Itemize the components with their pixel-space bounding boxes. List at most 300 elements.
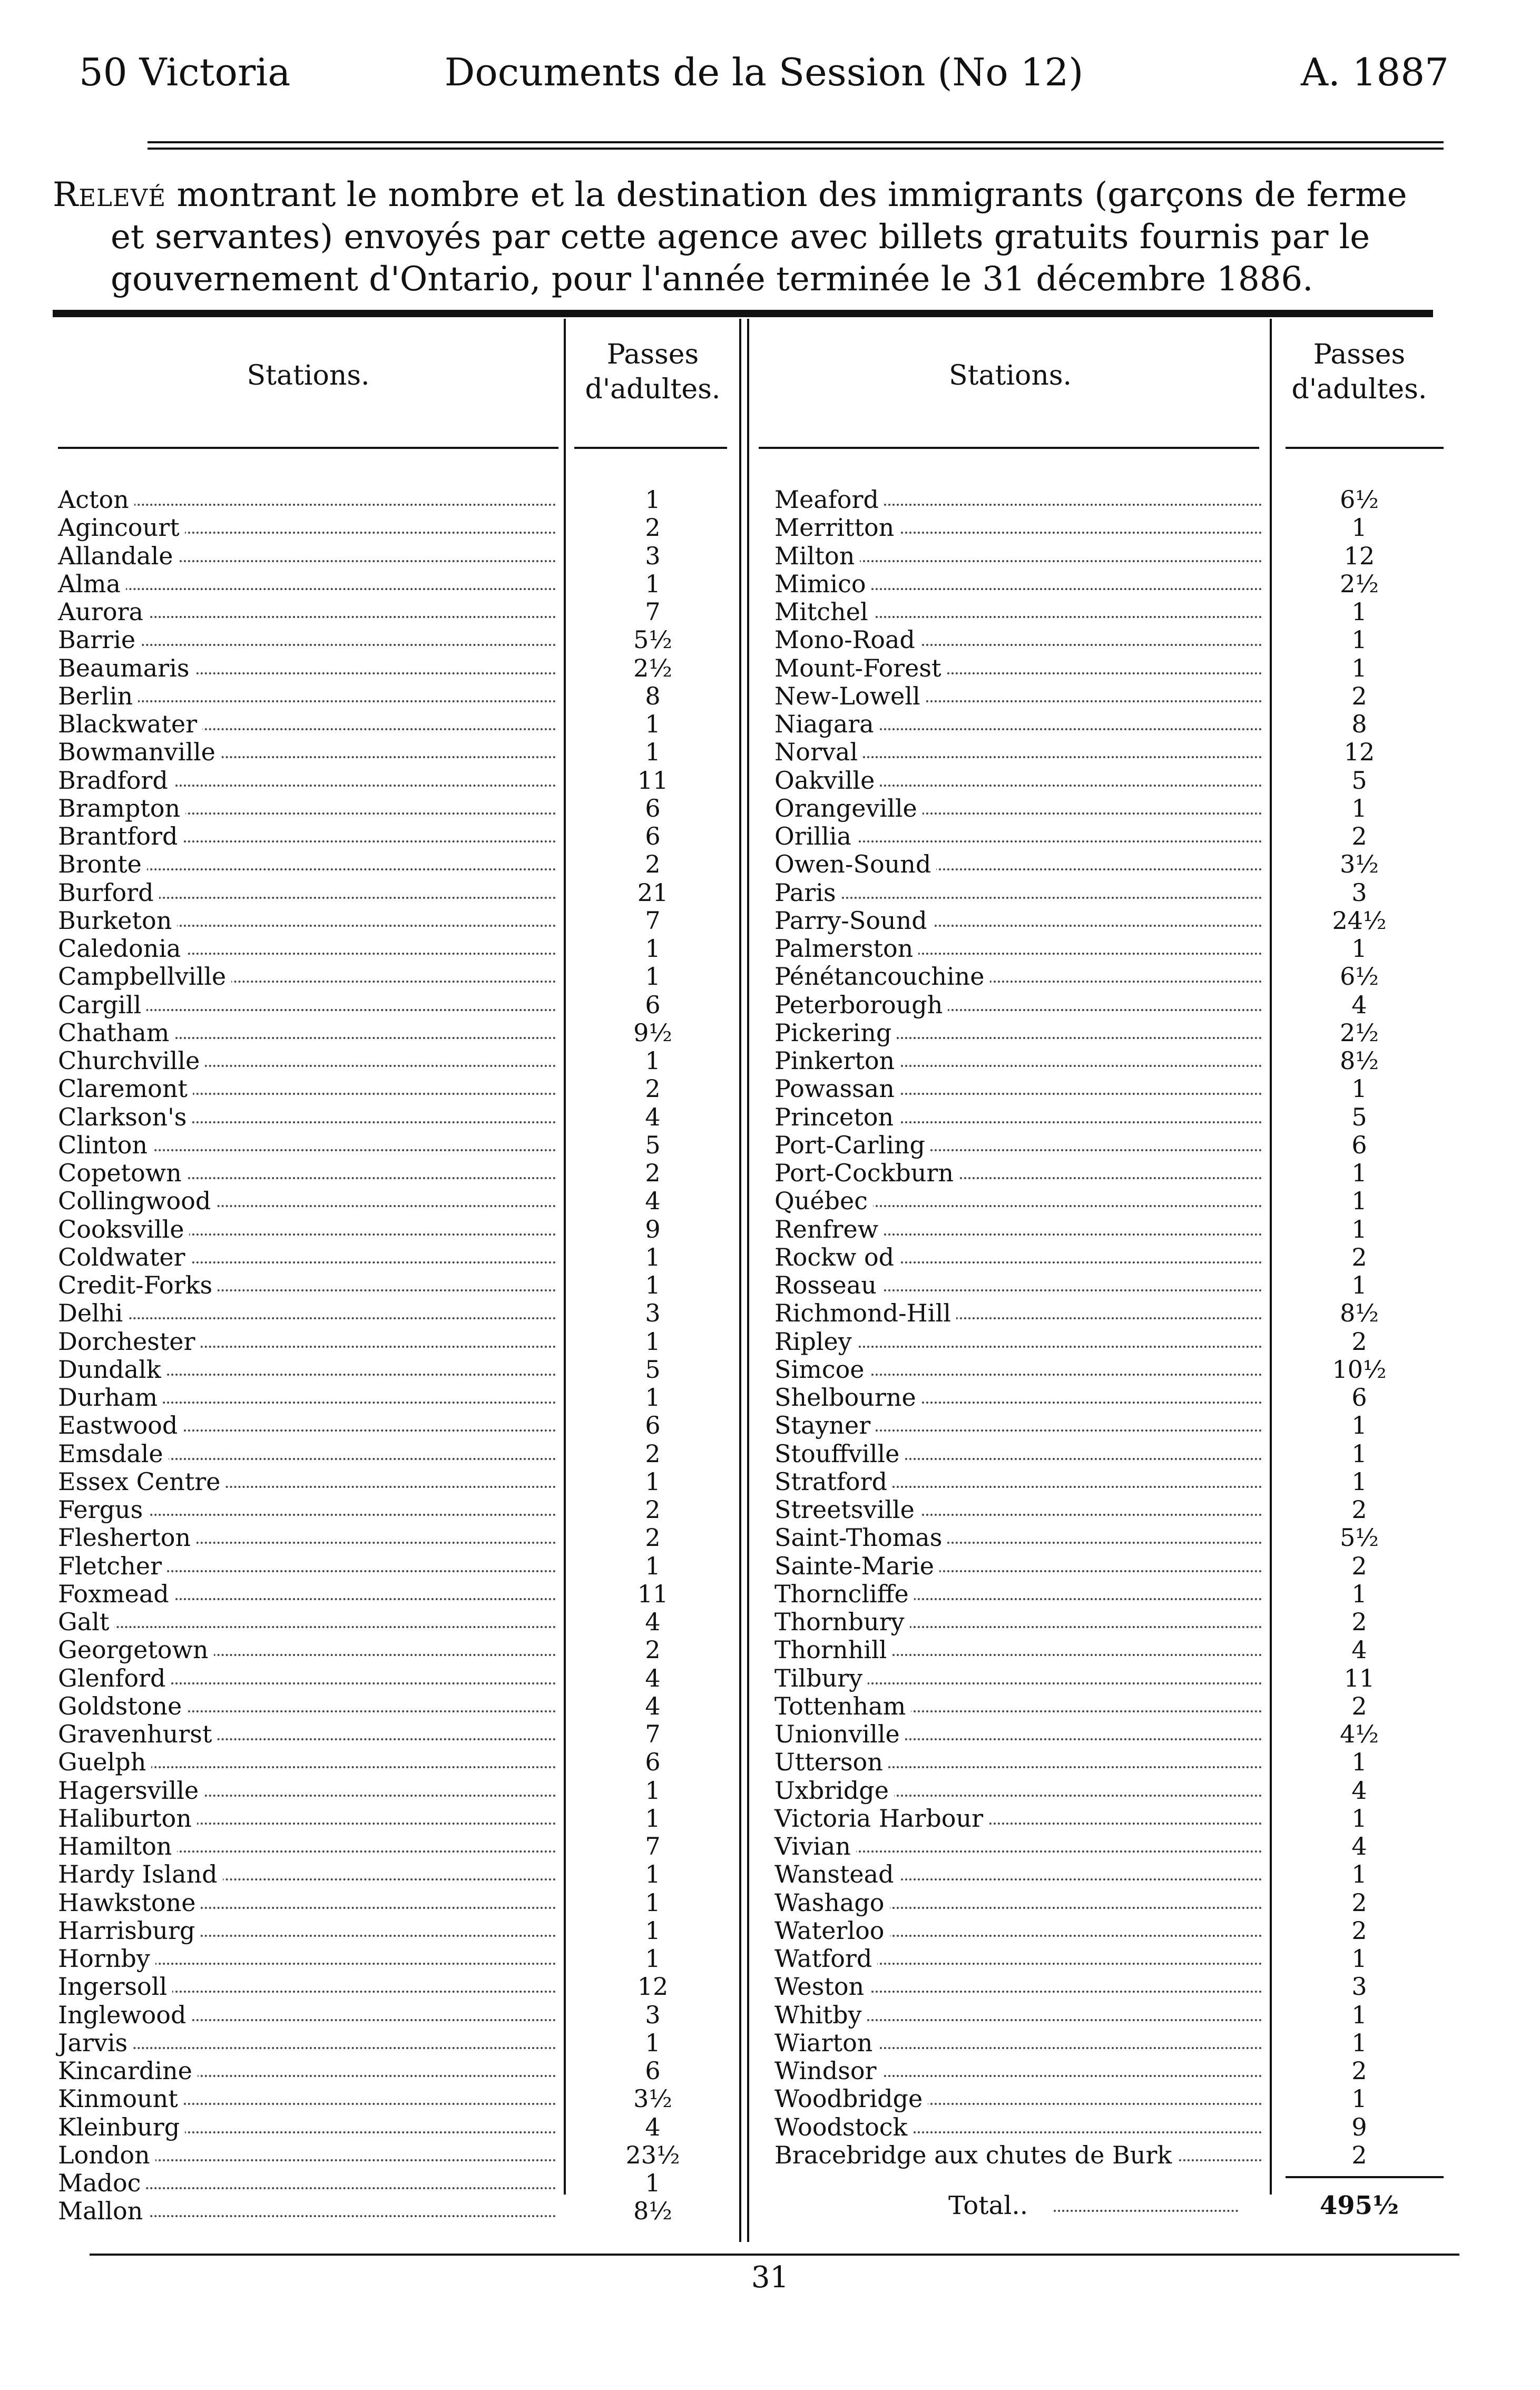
passes-value: 1 [645, 1888, 661, 1917]
table-row [58, 738, 732, 766]
table-row [774, 822, 1459, 850]
table-row [58, 1103, 732, 1131]
passes-value: 6 [645, 990, 661, 1019]
passes-value: 1 [1351, 1804, 1367, 1833]
station-name: Chatham [58, 1019, 174, 1047]
table-row [58, 1833, 732, 1860]
table-row [774, 2141, 1459, 2169]
table-row [58, 1440, 732, 1468]
passes-value: 4 [645, 1663, 661, 1692]
station-name: Orillia [774, 822, 857, 850]
table-row [58, 2169, 732, 2197]
table-row [58, 1299, 732, 1327]
table-row [774, 963, 1459, 991]
table-row [774, 738, 1459, 766]
station-name: Hardy Island [58, 1860, 223, 1888]
table-row [774, 1384, 1459, 1412]
passes-value: 4½ [1340, 1720, 1379, 1748]
table-row [774, 1412, 1459, 1439]
table-row [58, 514, 732, 542]
table-row [58, 850, 732, 878]
col-header-stations-left: Stations. [247, 360, 370, 391]
table-row [774, 1216, 1459, 1243]
station-name: Bracebridge aux chutes de Burk [774, 2141, 1177, 2169]
station-name: Harrisburg [58, 1917, 200, 1945]
station-name: Cargill [58, 991, 146, 1019]
station-name: Norval [774, 738, 863, 766]
station-name: Burketon [58, 907, 177, 935]
station-name: New-Lowell [774, 682, 926, 710]
table-row [58, 2057, 732, 2085]
total-rule [1286, 2176, 1444, 2178]
station-name: Georgetown [58, 1636, 214, 1664]
passes-value: 6 [1351, 1383, 1367, 1412]
passes-value: 1 [1351, 1411, 1367, 1440]
station-name: Waterloo [774, 1917, 890, 1945]
passes-value: 1 [1351, 2084, 1367, 2113]
passes-value: 4 [645, 1187, 661, 1216]
station-name: Essex Centre [58, 1468, 225, 1496]
station-name: Bradford [58, 767, 173, 795]
passes-value: 9 [1351, 2112, 1367, 2141]
passes-value: 4 [645, 1691, 661, 1720]
station-name: Streetsville [774, 1496, 920, 1524]
header-underline [574, 447, 727, 449]
station-name: Mono-Road [774, 626, 920, 654]
passes-value: 1 [1351, 598, 1367, 626]
passes-value: 6 [645, 1748, 661, 1777]
table-row [774, 1973, 1459, 2001]
station-name: Saint-Thomas [774, 1524, 947, 1552]
station-name: Windsor [774, 2057, 882, 2085]
dot-leader [58, 1317, 556, 1319]
table-row [774, 570, 1459, 598]
station-name: Dorchester [58, 1328, 200, 1356]
passes-value: 1 [1351, 1187, 1367, 1216]
station-name: Hagersville [58, 1777, 204, 1805]
station-name: Tilbury [774, 1664, 868, 1692]
station-name: Mallon [58, 2197, 148, 2225]
passes-value: 2 [1351, 2140, 1367, 2169]
station-name: Stayner [774, 1412, 876, 1439]
table-row [58, 1356, 732, 1384]
passes-value: 5½ [1340, 1523, 1379, 1552]
passes-value: 1 [1351, 934, 1367, 963]
table-row [774, 1860, 1459, 1888]
table-row [58, 1860, 732, 1888]
passes-value: 1 [645, 1860, 661, 1889]
table-row [58, 2001, 732, 2029]
intro-paragraph [53, 174, 1433, 300]
station-name: Pinkerton [774, 1047, 900, 1075]
table-row [774, 1356, 1459, 1384]
passes-value: 7 [645, 906, 661, 935]
station-name: Acton [58, 486, 134, 514]
passes-value: 3 [645, 541, 661, 570]
passes-value: 1 [645, 2169, 661, 2197]
table-row [774, 2029, 1459, 2057]
station-name: Flesherton [58, 1524, 196, 1552]
table-row [58, 1075, 732, 1103]
station-name: Mount-Forest [774, 654, 946, 682]
passes-value: 7 [645, 1832, 661, 1860]
passes-value: 2½ [1340, 569, 1379, 598]
station-name: Clarkson's [58, 1103, 192, 1131]
station-name: Hornby [58, 1945, 155, 1973]
table-row [774, 2085, 1459, 2113]
total-label: Total.. [948, 2191, 1028, 2220]
table-row [58, 598, 732, 626]
passes-value: 1 [645, 485, 661, 514]
passes-value: 9½ [633, 1018, 672, 1047]
table-row [58, 1271, 732, 1299]
passes-value: 1 [1351, 1439, 1367, 1468]
passes-value: 1 [1351, 625, 1367, 654]
passes-value: 1 [645, 1467, 661, 1496]
station-name: Rockw od [774, 1243, 899, 1271]
passes-value: 1 [645, 1046, 661, 1075]
station-name: Renfrew [774, 1216, 884, 1243]
passes-value: 1 [1351, 653, 1367, 682]
table-row [58, 1608, 732, 1636]
passes-value: 2 [1351, 1608, 1367, 1636]
table-row [774, 1047, 1459, 1075]
passes-value: 1 [1351, 1748, 1367, 1777]
station-name: Orangeville [774, 795, 923, 822]
table-row [58, 1805, 732, 1833]
table-row [58, 1187, 732, 1215]
table-row [774, 1552, 1459, 1580]
table-row [58, 1720, 732, 1748]
station-name: Jarvis [58, 2029, 133, 2057]
passes-value: 2 [645, 1159, 661, 1187]
table-row [774, 542, 1459, 570]
table-row [774, 1075, 1459, 1103]
passes-value: 7 [645, 598, 661, 626]
station-name: Claremont [58, 1075, 193, 1103]
passes-value: 1 [645, 1776, 661, 1805]
table-row [58, 1580, 732, 1608]
passes-value: 2 [645, 850, 661, 879]
station-name: Hamilton [58, 1833, 177, 1860]
station-name: Port-Cockburn [774, 1159, 959, 1187]
table-row [774, 2113, 1459, 2141]
passes-value: 6 [645, 2056, 661, 2085]
table-row [774, 1833, 1459, 1860]
station-name: Powassan [774, 1075, 900, 1103]
station-name: Burford [58, 879, 159, 907]
passes-value: 3 [645, 1299, 661, 1328]
header-rule [148, 141, 1444, 143]
passes-value: 12 [1343, 541, 1375, 570]
table-row [774, 1468, 1459, 1496]
station-name: Weston [774, 1973, 869, 2001]
running-header [79, 50, 1449, 108]
station-name: Inglewood [58, 2001, 191, 2029]
header-underline [759, 447, 1259, 449]
passes-value: 1 [645, 738, 661, 767]
passes-value: 11 [637, 766, 669, 795]
station-name: Port-Carling [774, 1131, 930, 1159]
intro-text: montrant le nombre et la destination des immigrants (garçons de ferme et servantes) envoyés par cette agence avec billets gratuits fournis par le gouvernement d'Ontario, pour l'année terminée le 31 décembre 1886. [111, 175, 1407, 299]
passes-value: 1 [1351, 1467, 1367, 1496]
table-row [774, 1917, 1459, 1945]
table-row [774, 1159, 1459, 1187]
passes-value: 4 [645, 1102, 661, 1131]
station-name: Ripley [774, 1328, 857, 1356]
passes-value: 4 [1351, 1832, 1367, 1860]
passes-value: 8 [645, 681, 661, 710]
table-row [774, 1636, 1459, 1664]
table-row [774, 486, 1459, 514]
passes-value: 2 [1351, 1888, 1367, 1917]
station-name: Palmerston [774, 935, 918, 963]
table-row [774, 907, 1459, 935]
table-row [58, 710, 732, 738]
table-row [58, 1216, 732, 1243]
passes-value: 1 [645, 2028, 661, 2057]
station-name: Watford [774, 1945, 877, 1973]
station-name: Bronte [58, 850, 147, 878]
passes-value: 2 [1351, 1495, 1367, 1524]
table-row [58, 1047, 732, 1075]
passes-value: 8 [1351, 710, 1367, 738]
station-name: Cooksville [58, 1216, 189, 1243]
passes-value: 11 [637, 1579, 669, 1608]
passes-value: 2 [1351, 822, 1367, 850]
table-row [774, 1580, 1459, 1608]
station-name: Bowmanville [58, 738, 221, 766]
table-row [774, 1243, 1459, 1271]
table-row [774, 1187, 1459, 1215]
dot-leader [58, 588, 556, 590]
station-name: Caledonia [58, 935, 186, 963]
passes-value: 1 [1351, 1159, 1367, 1187]
station-name: Thornhill [774, 1636, 892, 1664]
table-row [774, 626, 1459, 654]
table-row [58, 879, 732, 907]
station-name: Niagara [774, 710, 879, 738]
passes-value: 1 [1351, 1271, 1367, 1299]
passes-value: 1 [645, 1944, 661, 1973]
passes-value: 1 [1351, 1944, 1367, 1973]
station-name: Blackwater [58, 710, 202, 738]
passes-value: 2 [645, 1635, 661, 1664]
passes-value: 2 [645, 513, 661, 542]
table-row [58, 2113, 732, 2141]
station-name: Utterson [774, 1748, 888, 1776]
header-year: A. 1887 [1300, 50, 1449, 94]
page-number: 31 [751, 2260, 789, 2295]
table-row [774, 654, 1459, 682]
passes-value: 12 [637, 1972, 669, 2001]
station-name: Fergus [58, 1496, 148, 1524]
passes-value: 5½ [633, 625, 672, 654]
passes-value: 8½ [1340, 1299, 1379, 1328]
passes-value: 5 [1351, 1102, 1367, 1131]
table-row [58, 1917, 732, 1945]
table-row [774, 1608, 1459, 1636]
station-name: Meaford [774, 486, 884, 514]
station-name: Paris [774, 879, 841, 907]
passes-value: 2 [1351, 681, 1367, 710]
passes-value: 4 [1351, 1776, 1367, 1805]
station-name: Aurora [58, 598, 149, 626]
table-row [774, 1328, 1459, 1356]
table-row [58, 570, 732, 598]
station-name: Agincourt [58, 514, 185, 542]
table-row [58, 682, 732, 710]
table-row [774, 1299, 1459, 1327]
passes-value: 1 [1351, 1579, 1367, 1608]
table-row [58, 2029, 732, 2057]
table-row [774, 514, 1459, 542]
station-name: Coldwater [58, 1243, 191, 1271]
passes-value: 4 [1351, 990, 1367, 1019]
table-row [58, 991, 732, 1019]
table-row [58, 1159, 732, 1187]
station-name: Gravenhurst [58, 1720, 217, 1748]
header-underline [58, 447, 558, 449]
table-row [774, 1440, 1459, 1468]
table-row [774, 1271, 1459, 1299]
table-row [58, 1664, 732, 1692]
header-rule [148, 148, 1444, 150]
passes-value: 1 [1351, 794, 1367, 822]
station-name: Stratford [774, 1468, 892, 1496]
passes-value: 1 [645, 934, 661, 963]
table-row [58, 1692, 732, 1720]
passes-value: 6 [1351, 1130, 1367, 1159]
station-name: Milton [774, 542, 860, 570]
table-row [58, 1412, 732, 1439]
col-header-stations-right: Stations. [948, 360, 1072, 391]
station-name: Simcoe [774, 1356, 870, 1384]
station-name: Shelbourne [774, 1384, 921, 1412]
station-name: Brampton [58, 795, 185, 822]
passes-value: 21 [637, 878, 669, 907]
passes-value: 1 [645, 1327, 661, 1356]
header-title: Documents de la Session (No 12) [444, 50, 1084, 94]
passes-value: 7 [645, 1720, 661, 1748]
col-header-passes-right: Passes d'adultes. [1291, 339, 1427, 405]
station-name: Wiarton [774, 2029, 878, 2057]
station-name: Glenford [58, 1664, 171, 1692]
station-name: Mitchel [774, 598, 874, 626]
passes-value: 1 [645, 1804, 661, 1833]
column-divider [747, 319, 749, 2242]
passes-value: 2 [1351, 1242, 1367, 1271]
station-name: Owen-Sound [774, 850, 936, 878]
table-row [58, 1328, 732, 1356]
station-name: Campbellville [58, 963, 231, 991]
passes-value: 2 [1351, 1327, 1367, 1356]
station-name: Kinmount [58, 2085, 183, 2113]
station-name: Barrie [58, 626, 141, 654]
table-row [58, 1552, 732, 1580]
passes-value: 2 [1351, 1691, 1367, 1720]
passes-value: 1 [1351, 2000, 1367, 2029]
station-name: Beaumaris [58, 654, 194, 682]
table-row [58, 1243, 732, 1271]
right-station-list [774, 486, 1459, 2169]
table-row [774, 1103, 1459, 1131]
table-row [58, 1777, 732, 1805]
table-row [58, 1748, 732, 1776]
station-name: Madoc [58, 2169, 146, 2197]
station-name: Ingersoll [58, 1973, 172, 2001]
table-row [774, 1748, 1459, 1776]
table-row [58, 767, 732, 795]
passes-value: 4 [645, 2112, 661, 2141]
col-header-passes-left: Passes d'adultes. [585, 339, 721, 405]
passes-value: 1 [1351, 1860, 1367, 1889]
table-row [774, 1692, 1459, 1720]
table-row [774, 1777, 1459, 1805]
station-name: Allandale [58, 542, 179, 570]
station-name: London [58, 2141, 155, 2169]
station-name: Churchville [58, 1047, 205, 1075]
passes-value: 1 [1351, 2028, 1367, 2057]
station-name: Sainte-Marie [774, 1552, 939, 1580]
passes-value: 2 [645, 1523, 661, 1552]
passes-value: 2 [645, 1439, 661, 1468]
dot-leader [58, 1626, 556, 1628]
table-row [58, 1973, 732, 2001]
table-row [774, 1131, 1459, 1159]
passes-value: 12 [1343, 738, 1375, 767]
passes-value: 6 [645, 822, 661, 850]
table-row [774, 1524, 1459, 1552]
passes-value: 23½ [625, 2140, 680, 2169]
table-row [774, 879, 1459, 907]
station-name: Wanstead [774, 1860, 899, 1888]
station-name: Goldstone [58, 1692, 187, 1720]
station-name: Guelph [58, 1748, 151, 1776]
passes-value: 2 [645, 1495, 661, 1524]
table-row [58, 2141, 732, 2169]
station-name: Unionville [774, 1720, 905, 1748]
station-name: Québec [774, 1187, 873, 1215]
table-row [58, 2197, 732, 2225]
table-row [774, 2001, 1459, 2029]
station-name: Haliburton [58, 1805, 197, 1833]
station-name: Uxbridge [774, 1777, 894, 1805]
station-name: Woodstock [774, 2113, 913, 2141]
table-row [58, 1496, 732, 1524]
passes-value: 6½ [1340, 485, 1379, 514]
station-name: Thorncliffe [774, 1580, 914, 1608]
table-row [774, 767, 1459, 795]
table-row [58, 822, 732, 850]
total-leader [1054, 2210, 1238, 2212]
table-row [58, 795, 732, 822]
station-name: Princeton [774, 1103, 899, 1131]
passes-value: 5 [645, 1130, 661, 1159]
passes-value: 5 [645, 1355, 661, 1384]
passes-value: 2 [1351, 2056, 1367, 2085]
dot-leader [774, 897, 1262, 899]
station-name: Stouffville [774, 1440, 905, 1468]
station-name: Durham [58, 1384, 163, 1412]
station-name: Tottenham [774, 1692, 911, 1720]
station-name: Vivian [774, 1833, 856, 1860]
station-name: Richmond-Hill [774, 1299, 956, 1327]
station-name: Credit-Forks [58, 1271, 218, 1299]
passes-value: 1 [645, 710, 661, 738]
passes-value: 1 [645, 962, 661, 991]
table-row [58, 1945, 732, 1973]
